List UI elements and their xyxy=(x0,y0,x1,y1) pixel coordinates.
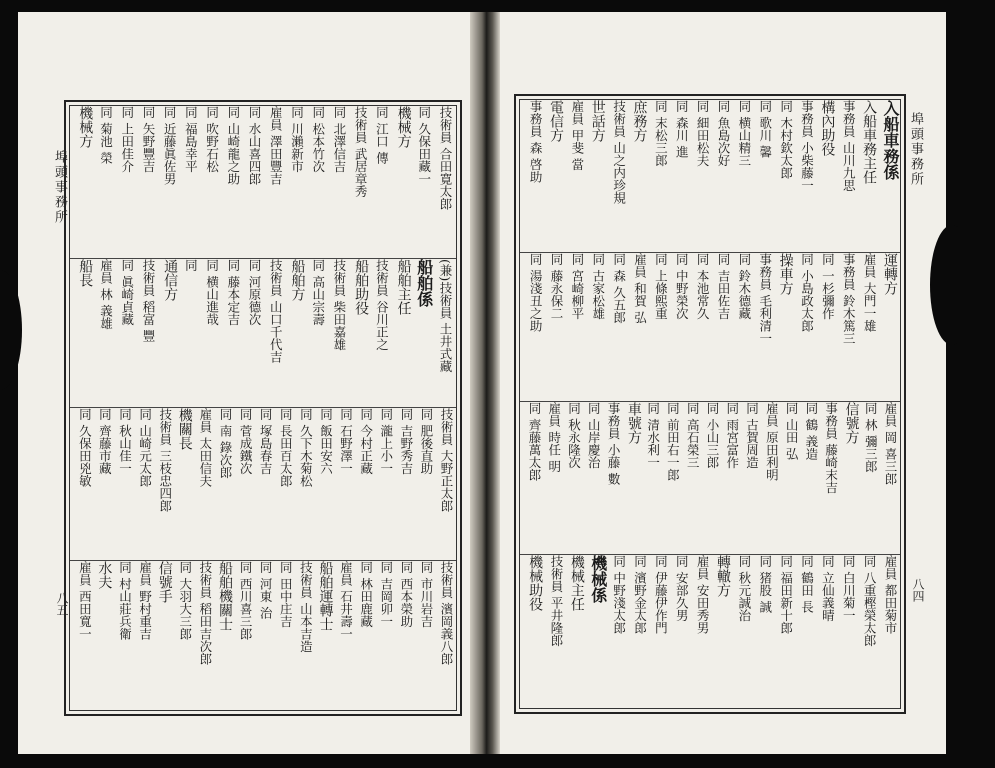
roster-entry: 船舶運轉士 xyxy=(317,561,334,631)
roster-entry: 雇員 原田利明 xyxy=(764,402,780,481)
right-page-header: 埠頭事務所 xyxy=(908,112,923,187)
roster-entry: 同 菊池 榮 xyxy=(98,106,114,164)
book-gutter xyxy=(470,12,500,754)
roster-entry: 同 鶴 義造 xyxy=(803,402,819,460)
roster-entry: 車號方 xyxy=(625,402,642,444)
roster-entry: 同 宮崎柳平 xyxy=(569,253,585,320)
roster-entry: 船長 xyxy=(77,259,94,287)
roster-entry: 轉轍方 xyxy=(715,555,731,597)
roster-entry: 同 横山進哉 xyxy=(204,259,220,326)
roster-entry: 事務員 山川九思 xyxy=(841,100,857,192)
roster-entry: 同 本池常久 xyxy=(695,253,711,320)
roster-entry: 事務員 毛利清一 xyxy=(757,253,773,345)
roster-entry: (兼)技術員 土井式藏 xyxy=(438,259,453,373)
roster-entry: 同 藤本定吉 xyxy=(225,259,241,326)
roster-entry: 同 湯淺丑之助 xyxy=(528,253,544,332)
roster-entry: 機關長 xyxy=(176,408,193,450)
roster-entry: 同 水山喜四郎 xyxy=(247,106,263,185)
roster-entry: 技術員 大野正太郎 xyxy=(439,408,454,512)
roster-entry: 技術員 武居章秀 xyxy=(353,106,369,198)
left-row-4 xyxy=(70,561,456,711)
roster-entry: 同 田中庄吉 xyxy=(278,561,294,628)
roster-entry: 同 立仙義晴 xyxy=(820,555,836,622)
roster-entry: 同 吉野秀吉 xyxy=(398,408,414,475)
roster-entry: 機械助役 xyxy=(527,555,544,611)
roster-entry: 入船車務係 xyxy=(881,100,900,180)
roster-entry: 通信方 xyxy=(162,259,179,301)
roster-entry: 雇員 和賀 弘 xyxy=(632,253,648,324)
left-roster-table xyxy=(64,100,462,716)
roster-entry: 同 近藤眞佐男 xyxy=(162,106,178,185)
roster-entry: 機械方 xyxy=(395,106,412,148)
roster-entry: 同 久下木菊松 xyxy=(298,408,314,487)
roster-entry: 同 西川喜三郎 xyxy=(238,561,254,640)
roster-entry: 同 白川菊一 xyxy=(841,555,857,622)
roster-entry: 同 小島政太郎 xyxy=(799,253,815,332)
roster-entry: 雇員 大門一雄 xyxy=(862,253,878,332)
roster-entry: 機械係 xyxy=(588,555,608,603)
roster-entry: 同 山崎龍之助 xyxy=(225,106,241,185)
roster-entry: 技術員 平井隆郎 xyxy=(549,555,564,647)
roster-entry: 同 吹野石松 xyxy=(204,106,220,173)
roster-entry: 機械主任 xyxy=(568,555,585,611)
roster-entry: 同 上條熙重 xyxy=(653,253,669,320)
roster-entry: 同 河東 治 xyxy=(258,561,274,619)
roster-entry: 同 眞崎貞藏 xyxy=(119,259,135,326)
roster-entry: 技術員 山之内珍規 xyxy=(611,100,627,204)
roster-entry: 同 河原德次 xyxy=(247,259,263,326)
roster-entry: 雇員 澤田豐吉 xyxy=(268,106,284,185)
roster-entry: 技術員 山口千代吉 xyxy=(268,259,284,363)
roster-entry: 同 古家松雄 xyxy=(590,253,606,320)
roster-entry: 技術員 山本吉造 xyxy=(298,561,314,653)
roster-entry: 事務員 鈴木篤三 xyxy=(841,253,857,345)
roster-entry: 同 歌川 馨 xyxy=(757,100,773,158)
right-row-4 xyxy=(520,555,900,708)
roster-entry: 同 一杉彌作 xyxy=(820,253,836,320)
roster-entry: 同 末松三郎 xyxy=(653,100,669,167)
roster-entry: 同 今村正藏 xyxy=(358,408,374,475)
roster-entry: 同 福田新十郎 xyxy=(778,555,794,634)
left-row-3 xyxy=(70,408,456,561)
roster-entry: 同 林 彌三郎 xyxy=(863,402,879,473)
roster-entry: 同 秋山佳一 xyxy=(117,408,133,475)
roster-entry: 同 林田鹿藏 xyxy=(358,561,374,628)
roster-entry: 雇員 時任 明 xyxy=(546,402,562,473)
roster-entry: 技術員 三枝忠四郎 xyxy=(157,408,173,512)
roster-entry: 機械方 xyxy=(77,106,94,148)
roster-entry: 同 猪股 誠 xyxy=(757,555,773,613)
roster-entry: 運轉方 xyxy=(882,253,898,295)
roster-entry: 同 菅成鐵次 xyxy=(238,408,254,475)
left-row-1 xyxy=(70,106,456,259)
roster-entry: 同 肥後直助 xyxy=(418,408,434,475)
roster-entry: 事務員 藤崎末吉 xyxy=(823,402,839,494)
roster-entry: 同 山崎元太郎 xyxy=(137,408,153,487)
right-edge-notch xyxy=(930,225,974,345)
roster-entry: 同 長田百太郎 xyxy=(278,408,294,487)
roster-entry: 同 上田佳介 xyxy=(119,106,135,173)
roster-entry: 同 川瀨新市 xyxy=(289,106,305,173)
roster-entry: 同 松本竹次 xyxy=(310,106,326,173)
roster-entry: 船舶主任 xyxy=(395,259,412,315)
roster-entry: 入船車務主任 xyxy=(861,100,878,184)
roster-entry: 同 高石榮三 xyxy=(685,402,701,469)
roster-entry: 同 森 久五郎 xyxy=(611,253,627,324)
roster-entry: 同 市川岩吉 xyxy=(418,561,434,628)
roster-entry: 雇員 野村重吉 xyxy=(137,561,153,640)
roster-entry: 雇員 太田信夫 xyxy=(197,408,213,487)
roster-entry: 同 石野澤一 xyxy=(338,408,354,475)
roster-entry: 同 小山三郎 xyxy=(704,402,720,469)
roster-entry: 同 齊藤萬太郎 xyxy=(526,402,542,481)
roster-entry: 庶務方 xyxy=(631,100,648,142)
roster-entry: 同 瀧上小一 xyxy=(378,408,394,475)
roster-entry: 技術員 合田寛太郎 xyxy=(438,106,453,210)
roster-entry: 同 吉田佐吉 xyxy=(716,253,731,320)
roster-entry: 同 中野淺太郎 xyxy=(611,555,627,634)
roster-entry: 同 福島幸平 xyxy=(183,106,199,173)
roster-entry: 事務員 小柴藤一 xyxy=(799,100,815,192)
roster-entry: 雇員 石井壽一 xyxy=(338,561,354,640)
roster-entry: 同 濱野金太郎 xyxy=(632,555,648,634)
roster-entry: 同 伊藤伊作門 xyxy=(653,555,669,634)
roster-entry: 同 藤永保二 xyxy=(549,253,564,320)
roster-entry: 技術員 稻田吉次郎 xyxy=(197,561,213,665)
right-page-folio: 八四 xyxy=(911,578,925,602)
roster-entry: 事務員 小藤 數 xyxy=(606,402,622,485)
roster-entry: 同 xyxy=(183,259,199,272)
roster-entry: 同 安部久男 xyxy=(674,555,690,622)
roster-entry: 同 江口 傳 xyxy=(374,106,390,164)
roster-entry: 同 矢野豐吉 xyxy=(140,106,156,173)
right-row-2 xyxy=(520,253,900,402)
roster-entry: 信號手 xyxy=(156,561,173,603)
roster-entry: 同 中野榮次 xyxy=(674,253,690,320)
roster-entry: 同 南 錄次郎 xyxy=(217,408,233,479)
roster-entry: 信號方 xyxy=(843,402,860,444)
roster-entry: 同 高山宗壽 xyxy=(310,259,326,326)
roster-entry: 雇員 安田秀男 xyxy=(695,555,711,634)
roster-entry: 技術員 濱岡義八郎 xyxy=(439,561,454,665)
roster-entry: 同 森川 進 xyxy=(674,100,690,158)
right-row-3 xyxy=(520,402,900,555)
roster-entry: 同 木村欽太郎 xyxy=(778,100,794,179)
roster-entry: 技術員 谷川正之 xyxy=(374,259,390,351)
roster-entry: 同 北澤信吉 xyxy=(331,106,347,173)
roster-entry: 同 大羽大三郎 xyxy=(177,561,193,640)
roster-entry: 船舶方 xyxy=(289,259,306,301)
roster-entry: 船舶機關士 xyxy=(216,561,233,631)
roster-entry: 同 西本榮助 xyxy=(398,561,414,628)
roster-entry: 同 飯田安六 xyxy=(318,408,334,475)
roster-entry: 同 塚島春吉 xyxy=(258,408,274,475)
roster-entry: 雇員 西田寬一 xyxy=(77,561,93,640)
roster-entry: 事務員 森 啓助 xyxy=(528,100,544,183)
roster-entry: 技術員 稻富 豐 xyxy=(140,259,156,342)
roster-entry: 構內助役 xyxy=(819,100,836,156)
roster-entry: 電信方 xyxy=(548,100,564,142)
roster-entry: 同 久保田藏一 xyxy=(416,106,432,185)
roster-entry: 同 横山精三 xyxy=(736,100,752,167)
roster-entry: 同 村山莊兵衛 xyxy=(117,561,133,640)
left-page-header: 埠頭事務所 xyxy=(52,150,67,225)
roster-entry: 船舶係 xyxy=(414,259,434,307)
roster-entry: 同 前田右一郎 xyxy=(665,402,681,481)
roster-entry: 同 吉岡卯一 xyxy=(378,561,394,628)
left-page-folio: 八五 xyxy=(55,592,69,616)
roster-entry: 雇員 岡 喜三郎 xyxy=(883,402,898,485)
roster-entry: 同 八重樫榮太郎 xyxy=(862,555,878,647)
right-row-1 xyxy=(520,100,900,253)
roster-entry: 同 鶴田 長 xyxy=(799,555,815,613)
roster-entry: 同 山田 弘 xyxy=(784,402,800,460)
roster-entry: 雇員 都田菊市 xyxy=(883,555,898,634)
roster-entry: 同 清水利一 xyxy=(645,402,661,469)
roster-entry: 世話方 xyxy=(589,100,606,142)
roster-entry: 同 久保田兇敏 xyxy=(77,408,93,487)
roster-entry: 同 細田松夫 xyxy=(695,100,711,167)
roster-entry: 船舶助役 xyxy=(353,259,370,315)
roster-entry: 同 山岸慶治 xyxy=(586,402,602,469)
roster-entry: 雇員 林 義雄 xyxy=(98,259,114,330)
roster-entry: 同 秋元誠治 xyxy=(736,555,752,622)
left-row-2 xyxy=(70,259,456,408)
roster-entry: 同 古賀周造 xyxy=(744,402,760,469)
roster-entry: 水夫 xyxy=(96,561,113,589)
roster-entry: 技術員 柴田嘉雄 xyxy=(331,259,347,351)
roster-entry: 同 秋永隆次 xyxy=(566,402,582,469)
roster-entry: 操車方 xyxy=(777,253,794,295)
roster-entry: 同 雨宮富作 xyxy=(724,402,740,469)
roster-entry: 同 齊藤市藏 xyxy=(97,408,113,475)
roster-entry: 雇員 甲斐 當 xyxy=(569,100,585,171)
right-roster-table xyxy=(514,94,906,714)
roster-entry: 同 鈴木德藏 xyxy=(736,253,752,320)
roster-entry: 同 魚島次好 xyxy=(716,100,731,167)
